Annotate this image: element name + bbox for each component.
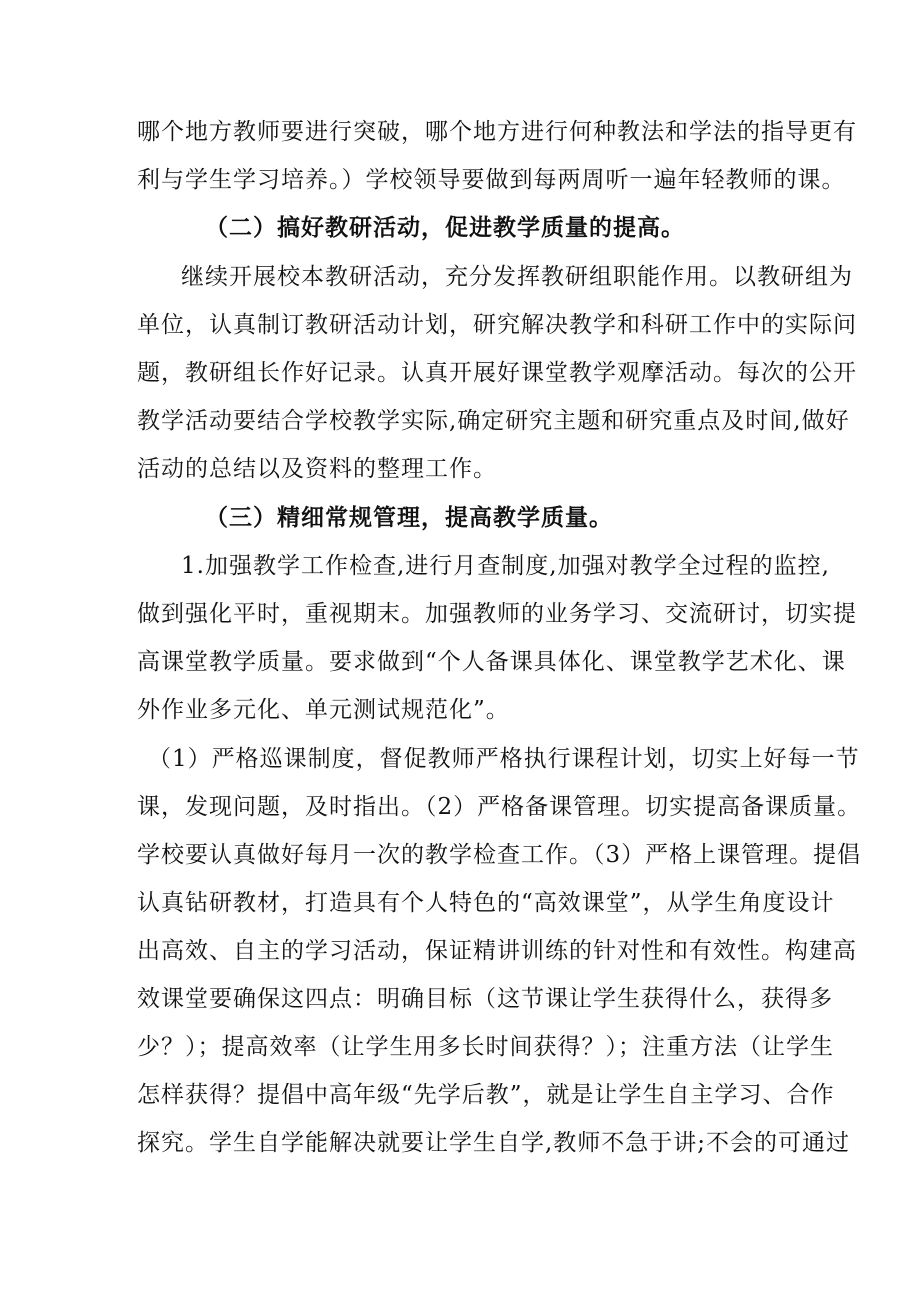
paragraph-line: 做到强化平时，重视期末。加强教师的业务学习、交流研讨，切实提 xyxy=(137,601,857,627)
paragraph-line: 1.加强教学工作检查,进行月查制度,加强对教学全过程的监控, xyxy=(181,553,830,579)
paragraph-line: 出高效、自主的学习活动，保证精讲训练的针对性和有效性。构建高 xyxy=(137,938,857,964)
paragraph-line: 活动的总结以及资料的整理工作。 xyxy=(137,456,497,482)
paragraph-line: 继续开展校本教研活动，充分发挥教研组职能作用。以教研组为 xyxy=(181,264,853,290)
paragraph-line: 效课堂要确保这四点：明确目标（这节课让学生获得什么，获得多 xyxy=(137,986,833,1012)
paragraph-line: 怎样获得？提倡中高年级“先学后教”，就是让学生自主学习、合作 xyxy=(137,1082,835,1108)
paragraph-line: 题，教研组长作好记录。认真开展好课堂教学观摩活动。每次的公开 xyxy=(137,360,857,386)
paragraph-line: 探究。学生自学能解决就要让学生自学,教师不急于讲;不会的可通过 xyxy=(137,1130,851,1156)
paragraph-line: 少？）；提高效率（让学生用多长时间获得？）；注重方法（让学生 xyxy=(137,1034,834,1060)
paragraph-line: 哪个地方教师要进行突破，哪个地方进行何种教法和学法的指导更有 xyxy=(137,119,857,145)
section-heading-3: （三）精细常规管理，提高教学质量。 xyxy=(205,505,613,531)
section-heading-2: （二）搞好教研活动，促进教学质量的提高。 xyxy=(205,215,685,241)
paragraph-line: 单位，认真制订教研活动计划，研究解决教学和科研工作中的实际问 xyxy=(137,312,857,338)
paragraph-line: 认真钻研教材，打造具有个人特色的“高效课堂”，从学生角度设计 xyxy=(137,890,835,916)
paragraph-line: 利与学生学习培养。）学校领导要做到每两周听一遍年轻教师的课。 xyxy=(137,167,846,193)
paragraph-line: （1）严格巡课制度，督促教师严格执行课程计划，切实上好每一节 xyxy=(148,746,860,772)
paragraph-line: 课，发现问题，及时指出。（2）严格备课管理。切实提高备课质量。 xyxy=(137,794,862,820)
paragraph-line: 学校要认真做好每月一次的教学检查工作。（3）严格上课管理。提倡 xyxy=(137,842,862,868)
paragraph-line: 外作业多元化、单元测试规范化”。 xyxy=(137,697,510,723)
paragraph-line: 高课堂教学质量。要求做到“个人备课具体化、课堂教学艺术化、课 xyxy=(137,649,846,675)
paragraph-line: 教学活动要结合学校教学实际,确定研究主题和研究重点及时间,做好 xyxy=(137,408,850,434)
